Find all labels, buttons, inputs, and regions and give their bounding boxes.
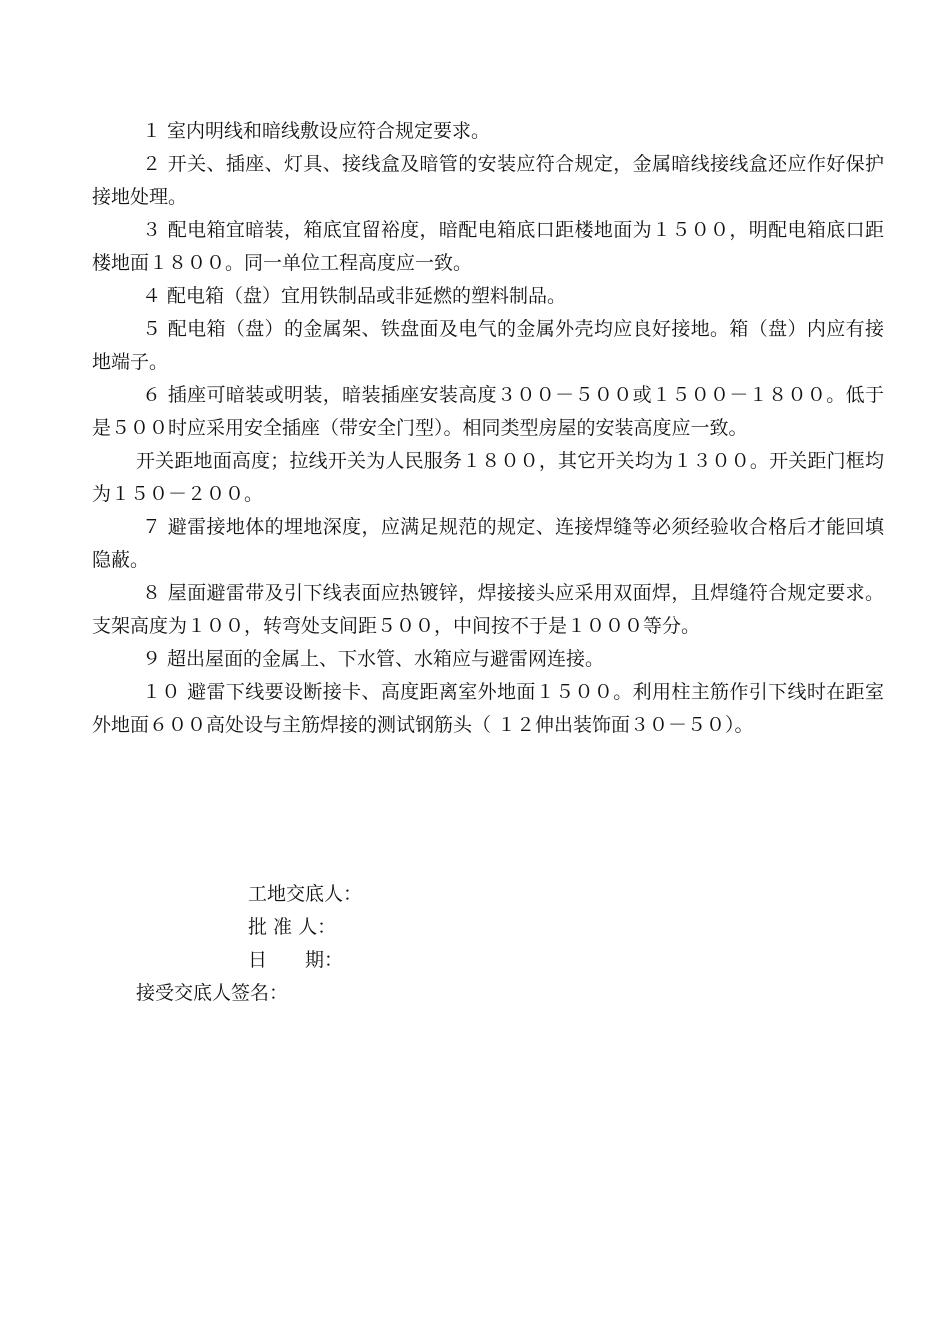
approver-label: 批 准 人： bbox=[248, 916, 337, 938]
recipient-signature-label: 接受交底人签名： bbox=[136, 982, 289, 1004]
document-body bbox=[92, 115, 884, 742]
site-briefer-label: 工地交底人： bbox=[248, 883, 363, 905]
paragraph-switch-height: 开关距地面高度；拉线开关为人民服务１８００，其它开关均为１３００。开关距门框均为１５０－２００。 bbox=[92, 450, 884, 505]
paragraph-item-10: １０ 避雷下线要设断接卡、高度距离室外地面１５００。利用柱主筋作引下线时在距室外地面６００高处设与主筋焊接的测试钢筋头（ １２伸出装饰面３０－５０）。 bbox=[92, 681, 884, 736]
paragraph-item-9: ９ 超出屋面的金属上、下水管、水箱应与避雷网连接。 bbox=[142, 648, 605, 670]
signature-block bbox=[92, 878, 884, 1010]
paragraph-item-4: ４ 配电箱（盘）宜用铁制品或非延燃的塑料制品。 bbox=[142, 285, 567, 307]
paragraph-item-3: ３ 配电箱宜暗装，箱底宜留裕度，暗配电箱底口距楼地面为１５００，明配电箱底口距楼地面１８００。同一单位工程高度应一致。 bbox=[92, 219, 884, 274]
paragraph-item-2: ２ 开关、插座、灯具、接线盒及暗管的安装应符合规定，金属暗线接线盒还应作好保护接地处理。 bbox=[92, 153, 884, 208]
paragraph-item-1: １ 室内明线和暗线敷设应符合规定要求。 bbox=[142, 120, 491, 142]
paragraph-item-5: ５ 配电箱（盘）的金属架、铁盘面及电气的金属外壳均应良好接地。箱（盘）内应有接地端子。 bbox=[92, 318, 884, 373]
paragraph-item-7: ７ 避雷接地体的埋地深度，应满足规范的规定、连接焊缝等必须经验收合格后才能回填隐蔽。 bbox=[92, 516, 884, 571]
paragraph-item-6: ６ 插座可暗装或明装，暗装插座安装高度３００－５００或１５００－１８００。低于是５００时应采用安全插座（带安全门型）。相同类型房屋的安装高度应一致。 bbox=[92, 384, 884, 439]
paragraph-item-8: ８ 屋面避雷带及引下线表面应热镀锌，焊接接头应采用双面焊，且焊缝符合规定要求。支架高度为１００，转弯处支间距５００，中间按不于是１０００等分。 bbox=[92, 582, 884, 637]
date-label: 日 期： bbox=[248, 949, 344, 971]
